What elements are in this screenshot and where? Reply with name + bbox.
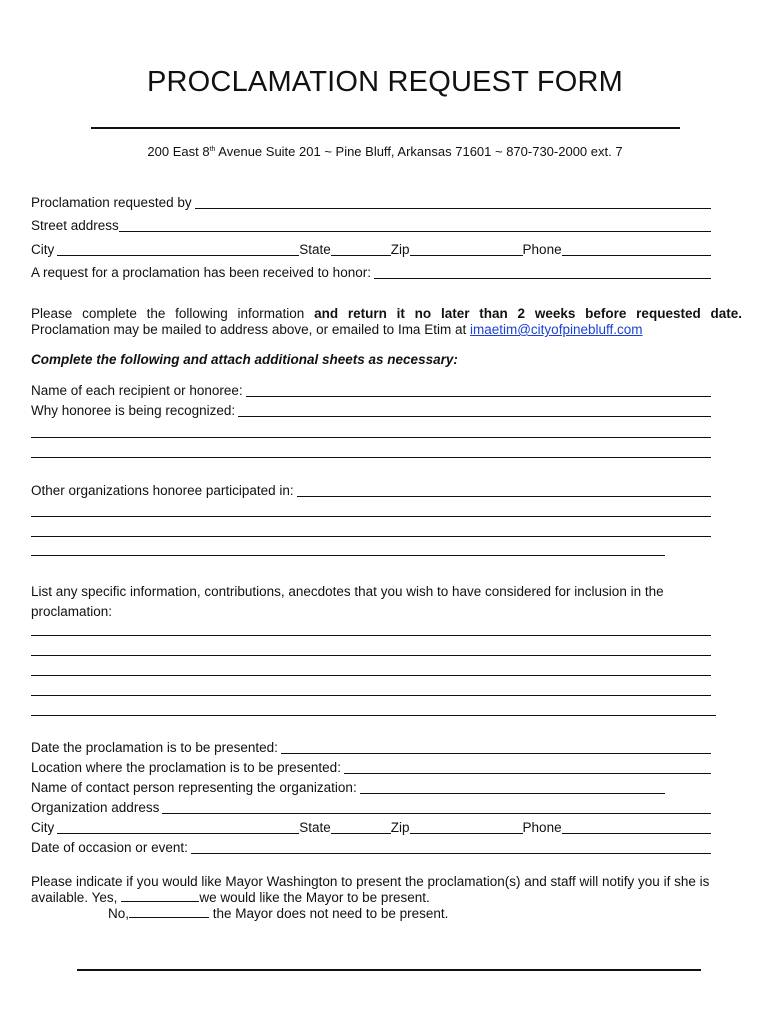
honor-row	[31, 265, 711, 281]
page-title: PROCLAMATION REQUEST FORM	[146, 66, 624, 98]
org-city-state-zip-row	[31, 820, 711, 836]
recognition-reason-line-2[interactable]	[31, 437, 711, 438]
deadline-text: and return it no later than 2 weeks before requested date.	[314, 306, 742, 321]
section-heading: Complete the following and attach additional sheets as necessary:	[31, 352, 458, 367]
yes-field[interactable]	[121, 890, 199, 902]
presentation-location-field[interactable]	[344, 761, 711, 774]
yes-label: Yes,	[91, 890, 118, 905]
street-address-row	[31, 218, 711, 234]
org-zip-label: Zip	[390, 820, 410, 835]
presentation-date-label: Date the proclamation is to be presented:	[31, 740, 278, 755]
yes-text: we would like the Mayor to be present.	[199, 890, 430, 905]
recognition-reason-label: Why honoree is being recognized:	[31, 403, 236, 418]
address-post: Avenue Suite 201 ~ Pine Bluff, Arkansas 71601 ~ 870-730-2000 ext. 7	[215, 144, 623, 159]
city-label: City	[31, 242, 55, 257]
other-orgs-line-4[interactable]	[31, 555, 665, 556]
no-label: No,	[108, 906, 130, 921]
org-address-label: Organization address	[31, 800, 160, 815]
specific-info-line-1[interactable]	[31, 635, 711, 636]
org-address-row	[31, 800, 711, 816]
street-address-label: Street address	[31, 218, 119, 233]
address-sup: th	[209, 146, 216, 153]
mayor-question-text: Please indicate if you would like Mayor Washington to present the proclamation(s) and staff will notify you if she is available.	[31, 874, 710, 905]
requested-by-row	[31, 195, 711, 211]
honoree-name-label: Name of each recipient or honoree:	[31, 383, 243, 398]
occasion-date-field[interactable]	[191, 841, 711, 854]
specific-info-line-3[interactable]	[31, 675, 711, 676]
office-address	[0, 144, 770, 159]
org-phone-label: Phone	[522, 820, 562, 835]
recognition-reason-field[interactable]	[238, 404, 711, 417]
phone-field[interactable]	[562, 243, 711, 256]
presentation-date-row	[31, 740, 711, 756]
mayor-question	[31, 874, 731, 906]
org-state-label: State	[299, 820, 331, 835]
city-state-zip-row	[31, 242, 711, 258]
phone-label: Phone	[522, 242, 562, 257]
requested-by-field[interactable]	[195, 196, 711, 209]
street-address-field[interactable]	[119, 219, 711, 232]
other-orgs-line-2[interactable]	[31, 516, 711, 517]
contact-person-field[interactable]	[360, 781, 665, 794]
instructions-line-2	[31, 322, 742, 339]
specific-info-line-4[interactable]	[31, 695, 711, 696]
presentation-location-label: Location where the proclamation is to be presented:	[31, 760, 341, 775]
honoree-name-row	[31, 383, 711, 399]
other-orgs-label: Other organizations honoree participated in:	[31, 483, 294, 498]
presentation-location-row	[31, 760, 711, 776]
presentation-date-field[interactable]	[281, 741, 711, 754]
no-field[interactable]	[129, 906, 209, 918]
recognition-reason-line-3[interactable]	[31, 457, 711, 458]
org-phone-field[interactable]	[562, 821, 711, 834]
zip-field[interactable]	[410, 243, 523, 256]
mayor-no-row	[108, 906, 708, 922]
occasion-date-label: Date of occasion or event:	[31, 840, 188, 855]
org-zip-field[interactable]	[410, 821, 523, 834]
email-link[interactable]: imaetim@cityofpinebluff.com	[469, 322, 643, 337]
recognition-reason-row	[31, 403, 711, 419]
specific-info-line-2[interactable]	[31, 655, 711, 656]
org-state-field[interactable]	[331, 821, 391, 834]
title-underline	[91, 127, 680, 129]
specific-info-line-5[interactable]	[31, 715, 716, 716]
mail-instructions: Proclamation may be mailed to address above, or emailed to Ima Etim at	[31, 322, 470, 337]
contact-person-row	[31, 780, 665, 796]
honoree-name-field[interactable]	[246, 384, 711, 397]
org-city-label: City	[31, 820, 55, 835]
zip-label: Zip	[390, 242, 410, 257]
other-orgs-row	[31, 483, 711, 499]
instructions-text: Please complete the following information	[31, 306, 315, 321]
other-orgs-field[interactable]	[297, 484, 711, 497]
honor-field[interactable]	[374, 266, 711, 279]
state-field[interactable]	[331, 243, 391, 256]
honor-label: A request for a proclamation has been received to honor:	[31, 265, 371, 280]
org-city-field[interactable]	[57, 821, 299, 834]
state-label: State	[299, 242, 331, 257]
occasion-date-row	[31, 840, 711, 856]
city-field[interactable]	[57, 243, 299, 256]
footer-rule	[77, 969, 701, 971]
requested-by-label: Proclamation requested by	[31, 195, 192, 210]
specific-info-label: List any specific information, contributions, anecdotes that you wish to have considered for inclusion in the proclamation:	[31, 584, 664, 619]
org-address-field[interactable]	[162, 801, 711, 814]
instructions-line-1	[31, 306, 742, 323]
contact-person-label: Name of contact person representing the organization:	[31, 780, 357, 795]
no-text: the Mayor does not need to be present.	[212, 906, 449, 921]
other-orgs-line-3[interactable]	[31, 536, 711, 537]
address-pre: 200 East 8	[147, 144, 210, 159]
